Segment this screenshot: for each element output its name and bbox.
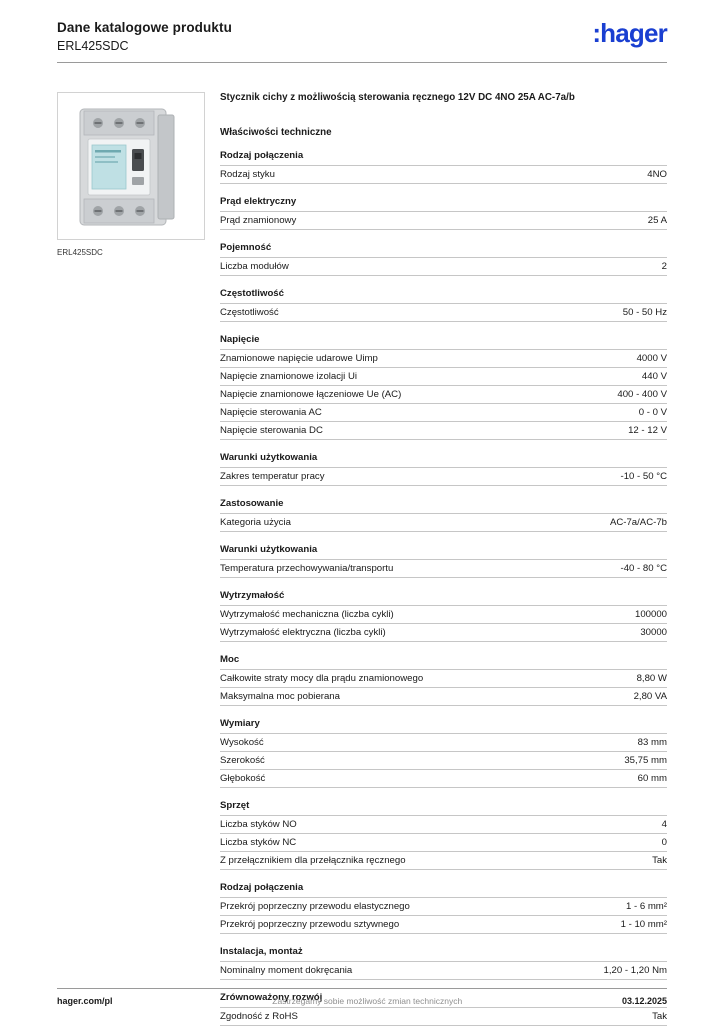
- spec-row: [220, 468, 667, 486]
- spec-row: [220, 834, 667, 852]
- spec-label: Prąd znamionowy: [220, 214, 297, 226]
- spec-section: [220, 541, 667, 578]
- spec-section-title: Rodzaj połączenia: [220, 879, 667, 898]
- spec-section: [220, 239, 667, 276]
- spec-row: [220, 734, 667, 752]
- spec-section: [220, 651, 667, 706]
- spec-row: [220, 258, 667, 276]
- spec-value: 2: [661, 260, 667, 272]
- spec-row: [220, 816, 667, 834]
- spec-value: 4NO: [647, 168, 667, 180]
- spec-label: Liczba styków NC: [220, 836, 297, 848]
- spec-value: 4000 V: [636, 352, 667, 364]
- spec-label: Przekrój poprzeczny przewodu sztywnego: [220, 918, 400, 930]
- spec-section-title: Rodzaj połączenia: [220, 147, 667, 166]
- spec-value: 1 - 10 mm²: [620, 918, 667, 930]
- footer-disclaimer: Zastrzegamy sobie możliwość zmian technicznych: [272, 996, 463, 1006]
- spec-section-title: Wymiary: [220, 715, 667, 734]
- spec-value: -10 - 50 °C: [620, 470, 667, 482]
- spec-section: [220, 715, 667, 788]
- spec-label: Częstotliwość: [220, 306, 279, 318]
- spec-row: [220, 404, 667, 422]
- hager-logo: :hager: [592, 18, 667, 48]
- spec-label: Wysokość: [220, 736, 264, 748]
- spec-label: Temperatura przechowywania/transportu: [220, 562, 394, 574]
- technical-properties-heading: Właściwości techniczne: [220, 126, 332, 138]
- spec-label: Napięcie znamionowe łączeniowe Ue (AC): [220, 388, 402, 400]
- spec-label: Zgodność z RoHS: [220, 1010, 298, 1022]
- spec-label: Kategoria użycia: [220, 516, 291, 528]
- spec-row: [220, 624, 667, 642]
- spec-section: [220, 587, 667, 642]
- spec-row: [220, 852, 667, 870]
- spec-section-title: Instalacja, montaż: [220, 943, 667, 962]
- header-titles: [57, 20, 232, 53]
- spec-value: 83 mm: [637, 736, 667, 748]
- spec-value: 440 V: [641, 370, 667, 382]
- spec-label: Rodzaj styku: [220, 168, 275, 180]
- spec-value: 0 - 0 V: [638, 406, 667, 418]
- spec-section: [220, 193, 667, 230]
- spec-label: Napięcie znamionowe izolacji Ui: [220, 370, 358, 382]
- spec-section: [220, 943, 667, 980]
- product-image-caption: ERL425SDC: [57, 248, 103, 257]
- spec-value: 2,80 VA: [633, 690, 667, 702]
- spec-value: 100000: [634, 608, 667, 620]
- spec-section: [220, 449, 667, 486]
- spec-label: Wytrzymałość mechaniczna (liczba cykli): [220, 608, 394, 620]
- spec-label: Całkowite straty mocy dla prądu znamionowego: [220, 672, 424, 684]
- spec-row: [220, 368, 667, 386]
- spec-panel: [220, 92, 667, 1026]
- product-title: Stycznik cichy z możliwością sterowania ręcznego 12V DC 4NO 25A AC-7a/b: [220, 92, 575, 103]
- spec-row: [220, 514, 667, 532]
- spec-value: 60 mm: [637, 772, 667, 784]
- spec-label: Szerokość: [220, 754, 265, 766]
- spec-value: 30000: [640, 626, 667, 638]
- spec-section-title: Prąd elektryczny: [220, 193, 667, 212]
- spec-label: Napięcie sterowania AC: [220, 406, 322, 418]
- spec-value: -40 - 80 °C: [620, 562, 667, 574]
- spec-label: Liczba styków NO: [220, 818, 297, 830]
- footer-site-link[interactable]: hager.com/pl: [57, 996, 113, 1006]
- spec-row: [220, 350, 667, 368]
- product-reference: ERL425SDC: [57, 39, 129, 53]
- spec-value: 1 - 6 mm²: [625, 900, 667, 912]
- spec-value: 400 - 400 V: [617, 388, 667, 400]
- spec-section: [220, 879, 667, 934]
- spec-label: Liczba modułów: [220, 260, 289, 272]
- contactor-illustration: [58, 93, 204, 239]
- spec-section-title: Pojemność: [220, 239, 667, 258]
- spec-row: [220, 560, 667, 578]
- product-image: [57, 92, 205, 240]
- spec-value: Tak: [652, 854, 667, 866]
- spec-row: [220, 212, 667, 230]
- spec-section-title: Zastosowanie: [220, 495, 667, 514]
- spec-section: [220, 495, 667, 532]
- spec-value: 50 - 50 Hz: [622, 306, 667, 318]
- spec-label: Napięcie sterowania DC: [220, 424, 323, 436]
- spec-section: [220, 797, 667, 870]
- spec-label: Wytrzymałość elektryczna (liczba cykli): [220, 626, 386, 638]
- spec-label: Przekrój poprzeczny przewodu elastycznego: [220, 900, 410, 912]
- spec-section: [220, 285, 667, 322]
- header-divider: [57, 62, 667, 63]
- spec-row: [220, 688, 667, 706]
- spec-row: [220, 304, 667, 322]
- spec-sections: [220, 147, 667, 1026]
- spec-section-title: Częstotliwość: [220, 285, 667, 304]
- spec-value: Tak: [652, 1010, 667, 1022]
- page-footer: [57, 988, 667, 1006]
- spec-row: [220, 962, 667, 980]
- product-image-column: [57, 92, 205, 257]
- spec-value: 1,20 - 1,20 Nm: [603, 964, 667, 976]
- spec-section: [220, 147, 667, 184]
- spec-value: AC-7a/AC-7b: [609, 516, 667, 528]
- spec-row: [220, 606, 667, 624]
- spec-section: [220, 331, 667, 440]
- spec-label: Głębokość: [220, 772, 266, 784]
- spec-value: 25 A: [647, 214, 667, 226]
- spec-row: [220, 770, 667, 788]
- spec-value: 35,75 mm: [624, 754, 667, 766]
- spec-row: [220, 166, 667, 184]
- spec-section-title: Warunki użytkowania: [220, 449, 667, 468]
- spec-label: Nominalny moment dokręcania: [220, 964, 353, 976]
- footer-date: 03.12.2025: [621, 996, 667, 1006]
- spec-section-title: Moc: [220, 651, 667, 670]
- spec-label: Zakres temperatur pracy: [220, 470, 325, 482]
- spec-value: 4: [661, 818, 667, 830]
- spec-row: [220, 752, 667, 770]
- spec-section-title: Napięcie: [220, 331, 667, 350]
- spec-row: [220, 422, 667, 440]
- spec-label: Maksymalna moc pobierana: [220, 690, 340, 702]
- page-title: Dane katalogowe produktu: [57, 20, 232, 35]
- spec-row: [220, 386, 667, 404]
- spec-value: 8,80 W: [636, 672, 667, 684]
- spec-section-title: Zrównoważony rozwój: [220, 989, 667, 1008]
- spec-label: Z przełącznikiem dla przełącznika ręcznego: [220, 854, 406, 866]
- spec-section-title: Wytrzymałość: [220, 587, 667, 606]
- page-header: [57, 20, 667, 53]
- spec-row: [220, 916, 667, 934]
- spec-row: [220, 1008, 667, 1026]
- spec-row: [220, 670, 667, 688]
- spec-row: [220, 898, 667, 916]
- spec-label: Znamionowe napięcie udarowe Uimp: [220, 352, 378, 364]
- spec-value: 12 - 12 V: [628, 424, 667, 436]
- spec-section-title: Sprzęt: [220, 797, 667, 816]
- spec-section-title: Warunki użytkowania: [220, 541, 667, 560]
- spec-value: 0: [661, 836, 667, 848]
